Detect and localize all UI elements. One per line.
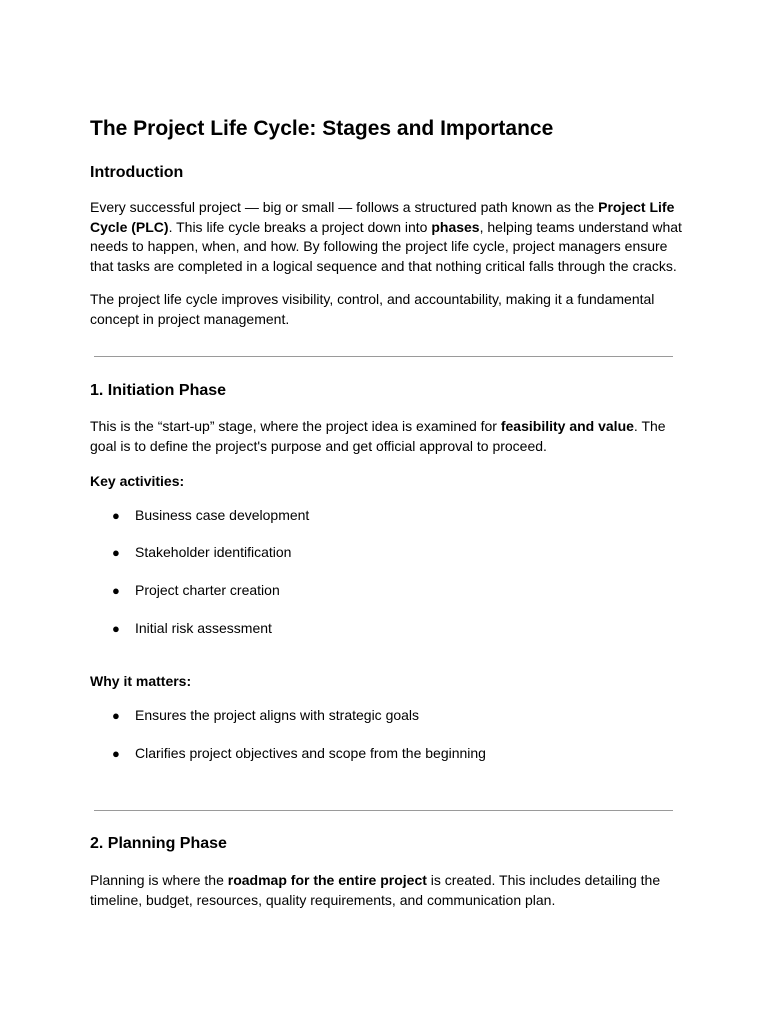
bullet-icon: ● xyxy=(112,508,120,523)
initiation-p1-text-2: . The goal is to define the project's purpose and get official approval to proceed. xyxy=(90,418,666,454)
bullet-icon: ● xyxy=(112,708,120,723)
bullet-icon: ● xyxy=(112,545,120,560)
list-item-text: Clarifies project objectives and scope from the beginning xyxy=(135,745,486,761)
section-heading-introduction: Introduction xyxy=(90,164,184,181)
planning-paragraph xyxy=(90,871,686,910)
why-it-matters-item xyxy=(112,744,486,763)
bullet-icon: ● xyxy=(112,583,120,598)
key-activity-item xyxy=(112,506,309,525)
why-it-matters-item xyxy=(112,706,419,725)
list-item-text: Stakeholder identification xyxy=(135,544,292,560)
section-divider xyxy=(94,810,673,811)
key-activity-item xyxy=(112,543,291,562)
intro-paragraph-2: The project life cycle improves visibility, control, and accountability, making it a fundamental concept in project management. xyxy=(90,291,655,327)
planning-p1-bold: roadmap for the entire project xyxy=(227,872,427,888)
why-it-matters-label: Why it matters: xyxy=(90,673,192,689)
list-item-text: Project charter creation xyxy=(135,582,280,598)
key-activity-item xyxy=(112,619,272,638)
section-heading-planning: 2. Planning Phase xyxy=(90,835,227,852)
initiation-p1-bold: feasibility and value xyxy=(500,418,634,434)
section-heading-initiation: 1. Initiation Phase xyxy=(90,382,227,399)
initiation-paragraph xyxy=(90,417,686,456)
list-item-text: Initial risk assessment xyxy=(135,620,272,636)
intro-p1-text-3: , helping teams understand what needs to happen, when, and how. By following the project life cycle, project managers ensure that tasks are completed in a logical sequence and that nothing critical falls through the cracks. xyxy=(90,218,682,274)
section-divider xyxy=(94,356,673,357)
list-item-text: Ensures the project aligns with strategic goals xyxy=(135,707,420,723)
initiation-p1-text-1: This is the “start-up” stage, where the project idea is examined for xyxy=(90,418,501,434)
intro-paragraph-1 xyxy=(90,198,686,276)
intro-p1-text-1: Every successful project — big or small — follows a structured path known as the xyxy=(90,199,599,215)
planning-p1-text-1: Planning is where the xyxy=(90,872,228,888)
key-activity-item xyxy=(112,581,280,600)
bullet-icon: ● xyxy=(112,746,120,761)
document-title: The Project Life Cycle: Stages and Importance xyxy=(90,117,554,140)
intro-p1-text-2: . This life cycle breaks a project down into xyxy=(168,218,432,235)
bullet-icon: ● xyxy=(112,621,120,636)
planning-p1-text-2: is created. This includes detailing the timeline, budget, resources, quality requirements, and communication plan. xyxy=(90,872,661,908)
intro-p1-bold-plc: Project Life Cycle (PLC) xyxy=(90,199,675,235)
intro-p1-bold-phases: phases xyxy=(431,218,480,235)
list-item-text: Business case development xyxy=(135,507,310,523)
key-activities-label: Key activities: xyxy=(90,473,185,489)
